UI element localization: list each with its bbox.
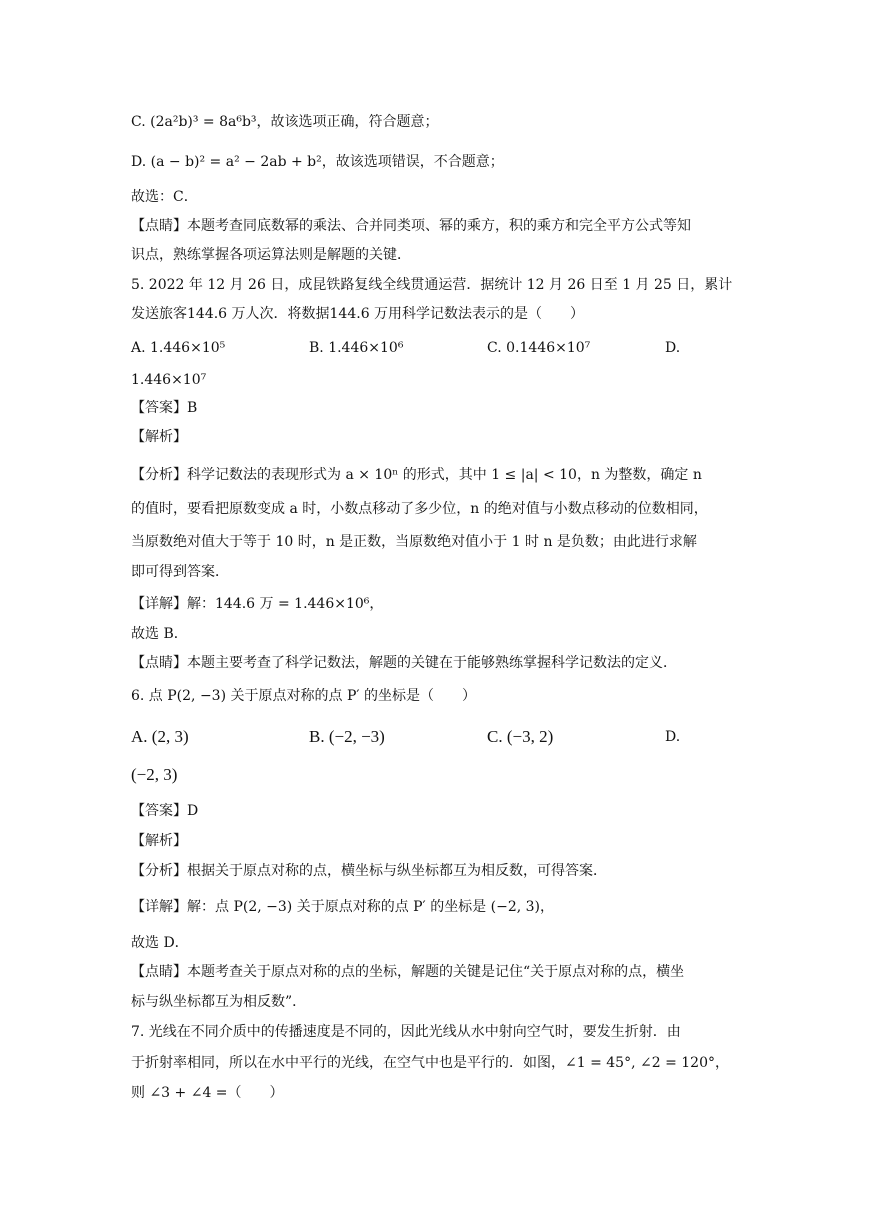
line-option-d: D. (a − b)² = a² − 2ab + b²，故该选项错误，不合题意； (131, 154, 504, 170)
question-7-line-2: 于折射率相同，所以在水中平行的光线，在空气中也是平行的．如图，∠1 = 45°, ∠2 = 120°， (131, 1055, 729, 1071)
question-7-line-3: 则 ∠3 + ∠4 =（ ） (131, 1085, 284, 1101)
question-5-line-2: 发送旅客144.6 万人次．将数据144.6 万用科学记数法表示的是（ ） (131, 306, 585, 322)
question-6: 6. 点 P(2, −3) 关于原点对称的点 P′ 的坐标是（ ） (131, 688, 476, 704)
detail-5: 【详解】解：144.6 万 = 1.446×10⁶， (131, 596, 384, 612)
analysis-6-heading: 【解析】 (131, 833, 187, 849)
analysis-5-line-2: 的值时，要看把原数变成 a 时，小数点移动了多少位，n 的绝对值与小数点移动的位数相同， (131, 501, 708, 517)
analysis-5-heading: 【解析】 (131, 429, 187, 445)
q6-option-d-value: (−2, 3) (131, 765, 178, 784)
line-choice-c: 故选：C． (131, 189, 198, 205)
q5-option-c: C. 0.1446×10⁷ (487, 340, 591, 356)
question-5-line-1: 5. 2022 年 12 月 26 日，成昆铁路复线全线贯通运营．据统计 12 月 26 日至 1 月 25 日，累计 (131, 277, 733, 293)
q5-option-a: A. 1.446×10⁵ (131, 340, 226, 356)
detail-6: 【详解】解：点 P(2, −3) 关于原点对称的点 P′ 的坐标是 (−2, 3)， (131, 899, 555, 915)
answer-5: 【答案】B (131, 400, 198, 416)
q6-option-d: D. (665, 729, 681, 745)
analysis-5-line-1: 【分析】科学记数法的表现形式为 a × 10ⁿ 的形式，其中 1 ≤ |a| < 10，n 为整数，确定 n (131, 467, 702, 483)
line-comment-1: 【点睛】本题考查同底数幂的乘法、合并同类项、幂的乘方，积的乘方和完全平方公式等知 (131, 218, 691, 234)
q5-option-b: B. 1.446×10⁶ (309, 340, 404, 356)
answer-6: 【答案】D (131, 803, 199, 819)
q6-option-a: A. (2, 3) (131, 727, 189, 746)
analysis-6: 【分析】根据关于原点对称的点，横坐标与纵坐标都互为相反数，可得答案． (131, 863, 607, 879)
question-7-line-1: 7. 光线在不同介质中的传播速度是不同的，因此光线从水中射向空气时，要发生折射．由 (131, 1024, 681, 1040)
choice-6: 故选 D． (131, 935, 189, 951)
analysis-5-line-4: 即可得到答案． (131, 564, 229, 580)
q6-option-b: B. (−2, −3) (309, 727, 385, 746)
line-option-c: C. (2a²b)³ = 8a⁶b³，故该选项正确，符合题意； (131, 114, 439, 130)
q5-option-d: D. (665, 340, 681, 356)
comment-6-line-1: 【点睛】本题考查关于原点对称的点的坐标，解题的关键是记住“关于原点对称的点，横坐 (131, 964, 685, 980)
q6-option-c: C. (−3, 2) (487, 727, 554, 746)
analysis-5-line-3: 当原数绝对值大于等于 10 时，n 是正数，当原数绝对值小于 1 时 n 是负数；由此进行求解 (131, 534, 697, 550)
comment-6-line-2: 标与纵坐标都互为相反数”． (131, 994, 307, 1010)
line-comment-2: 识点，熟练掌握各项运算法则是解题的关键． (131, 247, 411, 263)
comment-5: 【点睛】本题主要考查了科学记数法，解题的关键在于能够熟练掌握科学记数法的定义． (131, 655, 677, 671)
choice-5: 故选 B． (131, 626, 188, 642)
q5-option-d-value: 1.446×10⁷ (131, 372, 207, 388)
